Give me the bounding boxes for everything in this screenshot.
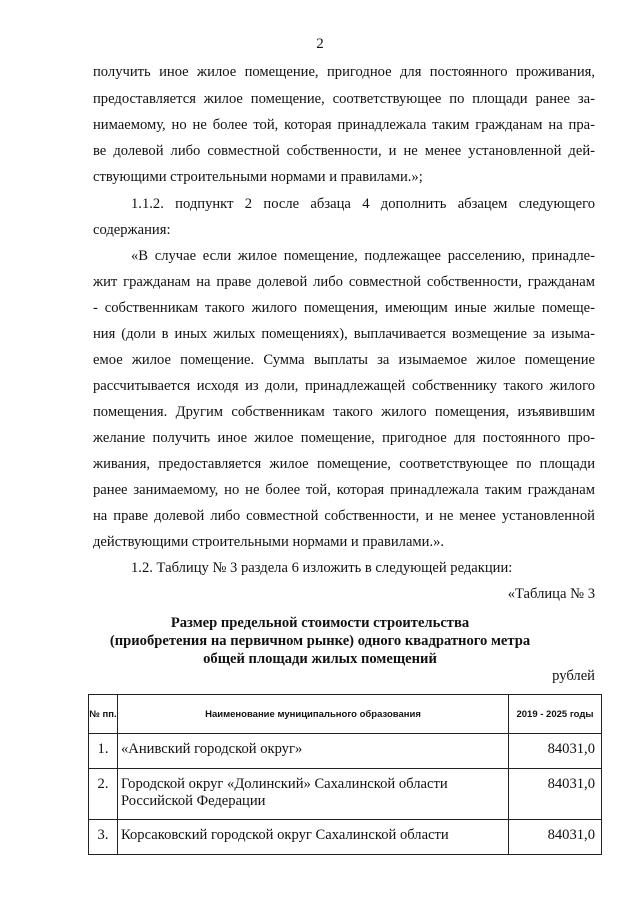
paragraph-line: ствующими строительными нормами и правилами.»; xyxy=(93,169,423,185)
paragraph-line: 1.2. Таблицу № 3 раздела 6 изложить в следующей редакции: xyxy=(131,560,513,576)
paragraph-line: действующими строительными нормами и правилами.». xyxy=(93,534,445,550)
paragraph-line: живания, предоставляется жилое помещение, соответствующее по площади xyxy=(93,456,595,472)
paragraph-line: - собственникам такого жилого помещения, имеющим иные жилые помеще- xyxy=(93,300,595,316)
paragraph-line: желание получить иное жилое помещение, пригодное для постоянного про- xyxy=(93,430,595,446)
paragraph-line: на праве долевой либо совместной собственности, и не менее установленной xyxy=(93,508,595,524)
paragraph-line: ранее занимаемому, но не более той, которая принадлежала таким гражданам xyxy=(93,482,595,498)
units-label: рублей xyxy=(552,668,595,684)
paragraph-line: рассчитывается исходя из доли, принадлежащей собственнику такого жилого xyxy=(93,378,595,394)
paragraph-line: емое жилое помещение. Сумма выплаты за изымаемое жилое помещение xyxy=(93,352,595,368)
paragraph-line: содержания: xyxy=(93,222,171,238)
table-row xyxy=(89,769,602,820)
municipality-name: «Анивский городской округ» xyxy=(118,734,509,769)
paragraph-line: ве долевой либо совместной собственности, и не менее установленной дей- xyxy=(93,143,595,159)
cost-table xyxy=(88,694,602,855)
row-number: 1. xyxy=(89,734,118,769)
paragraph-line: «В случае если жилое помещение, подлежащее расселению, принадле- xyxy=(131,248,595,264)
paragraph-line: предоставляется жилое помещение, соответствующее по площади ранее за- xyxy=(93,91,595,107)
table-row xyxy=(89,734,602,769)
table-label: «Таблица № 3 xyxy=(507,586,595,602)
municipality-name: Городской округ «Долинский» Сахалинской области Российской Федерации xyxy=(118,769,509,820)
cost-value: 84031,0 xyxy=(509,820,602,855)
paragraph-line: нимаемому, но не более той, которая принадлежала таким гражданам на пра- xyxy=(93,117,595,133)
cost-value: 84031,0 xyxy=(509,769,602,820)
municipality-name: Корсаковский городской округ Сахалинской области xyxy=(118,820,509,855)
table-title-line: общей площади жилых помещений xyxy=(203,651,437,667)
paragraph-line: помещения. Другим собственникам такого жилого помещения, изъявившим xyxy=(93,404,595,420)
row-number: 3. xyxy=(89,820,118,855)
table-row xyxy=(89,820,602,855)
row-number: 2. xyxy=(89,769,118,820)
paragraph-line: 1.1.2. подпункт 2 после абзаца 4 дополнить абзацем следующего xyxy=(131,196,595,212)
column-header-name: Наименование муниципального образования xyxy=(118,695,509,734)
column-header-years: 2019 - 2025 годы xyxy=(509,695,602,734)
table-header-row xyxy=(89,695,602,734)
table-title-line: (приобретения на первичном рынке) одного квадратного метра xyxy=(109,633,531,649)
page-number: 2 xyxy=(316,36,324,52)
table-title-line: Размер предельной стоимости строительства xyxy=(170,615,470,631)
paragraph-line: получить иное жилое помещение, пригодное для постоянного проживания, xyxy=(93,64,595,80)
paragraph-line: ния (доли в иных жилых помещениях), выплачивается возмещение за изыма- xyxy=(93,326,595,342)
cost-value: 84031,0 xyxy=(509,734,602,769)
paragraph-line: жит гражданам на праве долевой либо совместной собственности, гражданам xyxy=(93,274,595,290)
column-header-num: № пп. xyxy=(89,695,118,734)
